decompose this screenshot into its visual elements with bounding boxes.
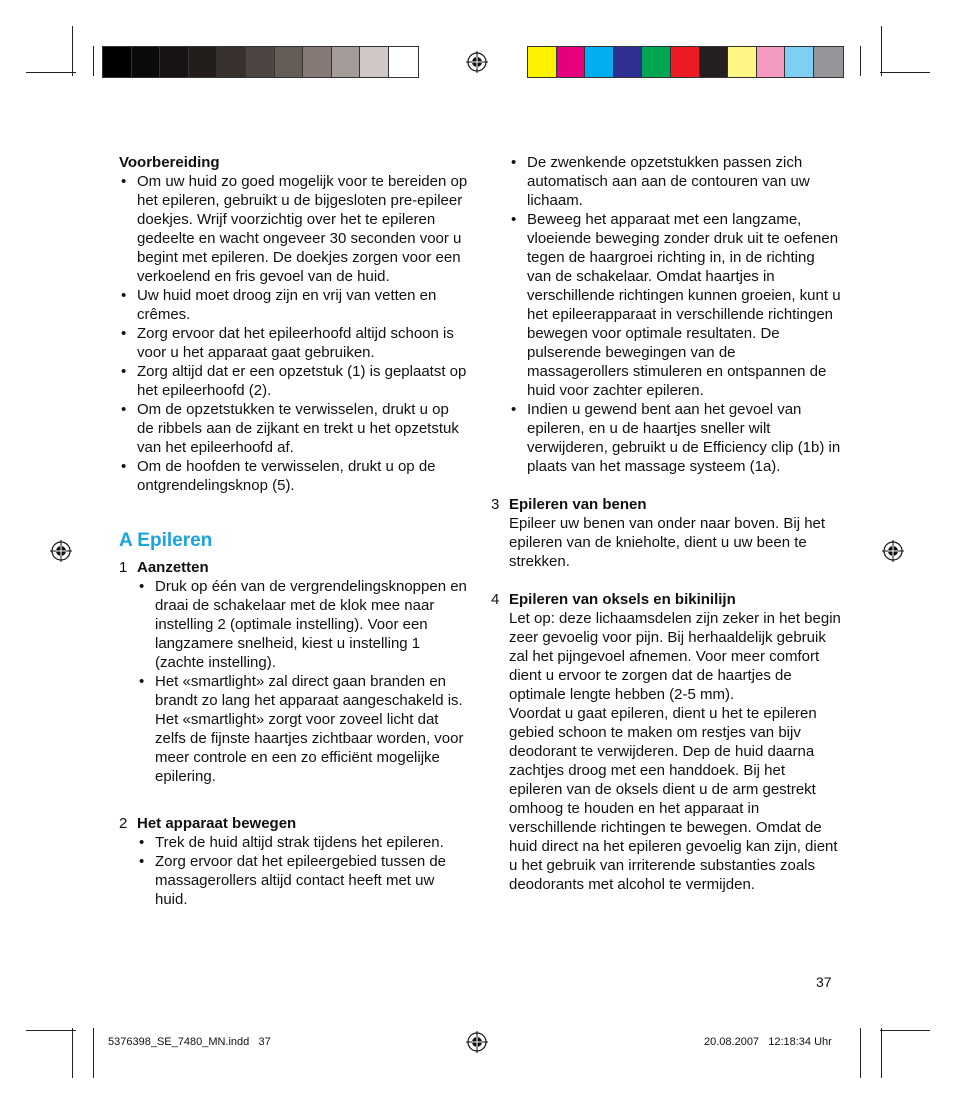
right-column [491,153,841,894]
step-number: 2 [119,815,128,832]
step-number: 4 [491,591,500,608]
crop-mark [72,1028,73,1078]
gray-swatch [303,47,332,77]
step-heading [119,814,469,833]
crop-mark [881,26,882,76]
gray-swatch [160,47,189,77]
step-title: Epileren van benen [509,496,647,513]
list-item: • Zorg altijd dat er een opzetstuk (1) is geplaatst op het epileerhoofd (2). [119,362,469,400]
footer-file-info: 5376398_SE_7480_MN.indd 37 [108,1036,271,1048]
gray-swatch [246,47,275,77]
list-item: • Beweeg het apparaat met een langzame, vloeiende beweging zonder druk uit te oefenen tegen de haargroei richting in, in de richting van de schakelaar. Omdat haartjes in verschillende richtingen kunnen groeien, kunt u het epileerapparaat in verschillende richtingen bewegen voor optimale resultaten. De pulserende bewegingen van de massagerollers stimuleren en ontspannen de huid voor zachter epileren. [509,210,841,400]
list-item: • Uw huid moet droog zijn en vrij van vetten en crêmes. [119,286,469,324]
crop-mark [93,46,94,76]
list-item: • Om de opzetstukken te verwisselen, drukt u op de ribbels aan de zijkant en trekt u het opzetstuk van het epileerhoofd af. [119,400,469,457]
registration-mark-icon [882,540,904,562]
color-swatch [528,47,557,77]
step-3-text: Epileer uw benen van onder naar boven. Bij het epileren van de knieholte, dient u uw been te strekken. [509,515,826,570]
color-swatch [814,47,843,77]
color-swatch [700,47,729,77]
list-item: • Om de hoofden te verwisselen, drukt u op de ontgrendelingsknop (5). [119,457,469,495]
crop-mark [26,72,76,73]
gray-swatch [103,47,132,77]
list-item: • Het «smartlight» zal direct gaan branden en brandt zo lang het apparaat aangeschakeld is. Het «smartlight» zorgt voor zoveel licht dat zelfs de fijnste haartjes zichtbaar worden, voor meer controle en een zo efficiënt mogelijke epilering. [137,672,469,786]
list-item: • Zorg ervoor dat het epileergebied tussen de massagerollers altijd contact heeft met uw huid. [137,852,469,909]
color-swatch [642,47,671,77]
prep-heading: Voorbereiding [119,154,220,171]
step-4-text: Let op: deze lichaamsdelen zijn zeker in het begin zeer gevoelig voor pijn. Bij herhaaldelijk gebruik zal het pijngevoel afnemen. Voor meer comfort dient u ervoor te zorgen dat de haartjes de optimale lengte hebben (2-5 mm). [509,610,841,703]
list-item: • De zwenkende opzetstukken passen zich automatisch aan aan de contouren van uw lichaam. [509,153,841,210]
crop-mark [880,1030,930,1031]
registration-mark-icon [50,540,72,562]
gray-swatch [217,47,246,77]
crop-mark [880,72,930,73]
registration-mark-icon [466,1031,488,1053]
step-heading [119,558,469,577]
footer-timestamp: 20.08.2007 12:18:34 Uhr [704,1036,832,1048]
crop-mark [26,1030,76,1031]
step-title: Aanzetten [137,559,209,576]
gray-swatch [275,47,304,77]
crop-mark [93,1028,94,1078]
step-heading [491,590,841,609]
step-number: 1 [119,559,128,576]
gray-swatch [189,47,218,77]
prep-list [119,172,469,495]
grayscale-color-bar [102,46,419,78]
gray-swatch [332,47,361,77]
list-item: • Om uw huid zo goed mogelijk voor te bereiden op het epileren, gebruikt u de bijgesloten pre-epileer doekjes. Wrijf voorzichtig over het te epileren gedeelte en wacht ongeveer 30 seconden voor u begint met epileren. De doekjes zorgen voor een verkoelend en fris gevoel van de huid. [119,172,469,286]
movement-list [491,153,841,476]
step-2-list [119,833,469,909]
step-1-list [119,577,469,786]
list-item: • Indien u gewend bent aan het gevoel van epileren, en u de haartjes sneller wilt verwijderen, gebruikt u de Efficiency clip (1b) in plaats van het massage systeem (1a). [509,400,841,476]
process-color-bar [527,46,844,78]
color-swatch [557,47,586,77]
list-item: • Druk op één van de vergrendelingsknoppen en draai de schakelaar met de klok mee naar instelling 2 (optimale instelling). Voor een langzamere snelheid, kiest u instelling 1 (zachte instelling). [137,577,469,672]
crop-mark [860,1028,861,1078]
page-number: 37 [816,974,832,990]
list-item: • Zorg ervoor dat het epileerhoofd altijd schoon is voor u het apparaat gaat gebruiken. [119,324,469,362]
crop-mark [860,46,861,76]
step-heading [491,495,841,514]
crop-mark [881,1028,882,1078]
color-swatch [785,47,814,77]
color-swatch [614,47,643,77]
crop-mark [72,26,73,76]
step-title: Epileren van oksels en bikinilijn [509,591,736,608]
gray-swatch [360,47,389,77]
gray-swatch [389,47,418,77]
section-title: A Epileren [119,530,213,551]
color-swatch [728,47,757,77]
step-4-text: Voordat u gaat epileren, dient u het te epileren gebied schoon te maken om restjes van bijv deodorant te verwijderen. Dep de huid daarna zachtjes droog met een handdoek. Bij het epileren van de oksels dient u de arm gestrekt omhoog te houden en het apparaat in verschillende richtingen te bewegen. Omdat de huid direct na het epileren gevoelig kan zijn, dient u het gebruik van irriterende substanties zoals deodorants met alcohol te vermijden. [509,705,838,893]
color-swatch [757,47,786,77]
registration-mark-icon [466,51,488,73]
step-title: Het apparaat bewegen [137,815,297,832]
left-column [119,153,469,909]
color-swatch [585,47,614,77]
gray-swatch [132,47,161,77]
step-number: 3 [491,496,500,513]
color-swatch [671,47,700,77]
list-item: • Trek de huid altijd strak tijdens het epileren. [137,833,469,852]
